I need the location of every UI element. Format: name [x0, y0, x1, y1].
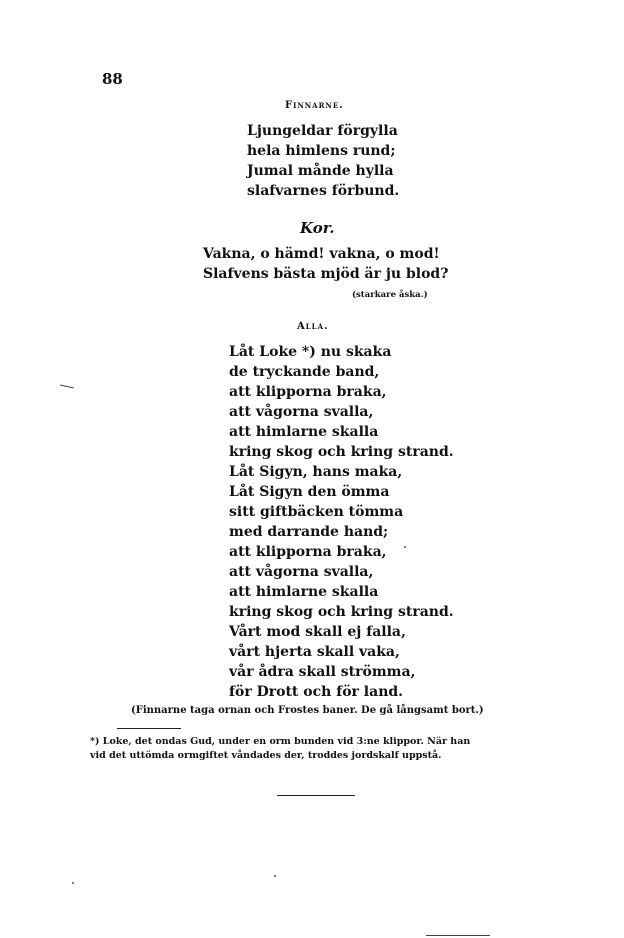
verse-line: att vågorna svalla,	[229, 404, 374, 420]
end-divider	[277, 795, 355, 796]
page-number: 88	[102, 70, 123, 88]
verse-line: slafvarnes förbund.	[247, 183, 400, 199]
kor-heading: Kor.	[300, 219, 335, 237]
footnote-line: vid det uttömda ormgiftet våndades der, troddes jordskalf uppstå.	[90, 750, 442, 761]
footnote	[90, 735, 544, 763]
verse-alla	[229, 342, 454, 702]
verse-kor	[203, 244, 448, 284]
bottom-divider	[426, 935, 490, 936]
footnote-divider	[117, 728, 181, 729]
verse-line: Låt Loke *) nu skaka	[229, 344, 392, 360]
verse-line: Vårt mod skall ej falla,	[229, 624, 406, 640]
verse-line: med darrande hand;	[229, 524, 389, 540]
ink-speck	[72, 882, 74, 884]
verse-line: att klipporna braka,	[229, 384, 387, 400]
verse-line: att klipporna braka,	[229, 544, 387, 560]
footnote-line: *) Loke, det ondas Gud, under en orm bunden vid 3:ne klippor. När han	[90, 736, 471, 747]
ink-speck	[404, 546, 406, 548]
speaker-finnarne: Finnarne.	[285, 100, 344, 111]
stage-direction-small: (starkare åska.)	[352, 290, 428, 300]
verse-line: vår ådra skall strömma,	[229, 664, 416, 680]
verse-line: Låt Sigyn, hans maka,	[229, 464, 403, 480]
verse-line: att himlarne skalla	[229, 424, 379, 440]
verse-line: att himlarne skalla	[229, 584, 379, 600]
verse-line: att vågorna svalla,	[229, 564, 374, 580]
verse-line: hela himlens rund;	[247, 143, 396, 159]
verse-line: Jumal månde hylla	[247, 163, 394, 179]
verse-line: Ljungeldar förgylla	[247, 123, 398, 139]
stage-direction: (Finnarne taga ornan och Frostes baner. De gå långsamt bort.)	[131, 705, 484, 716]
verse-line: för Drott och för land.	[229, 684, 404, 700]
verse-line: kring skog och kring strand.	[229, 444, 454, 460]
speaker-alla: Alla.	[297, 321, 329, 332]
verse-line: sitt giftbäcken tömma	[229, 504, 404, 520]
verse-line: kring skog och kring strand.	[229, 604, 454, 620]
verse-finnarne	[247, 121, 399, 201]
ink-speck	[274, 875, 276, 877]
verse-line: vårt hjerta skall vaka,	[229, 644, 400, 660]
verse-line: Vakna, o hämd! vakna, o mod!	[203, 246, 440, 262]
verse-line: Låt Sigyn den ömma	[229, 484, 390, 500]
verse-line: Slafvens bästa mjöd är ju blod?	[203, 266, 449, 282]
verse-line: de tryckande band,	[229, 364, 380, 380]
margin-mark	[60, 385, 74, 389]
